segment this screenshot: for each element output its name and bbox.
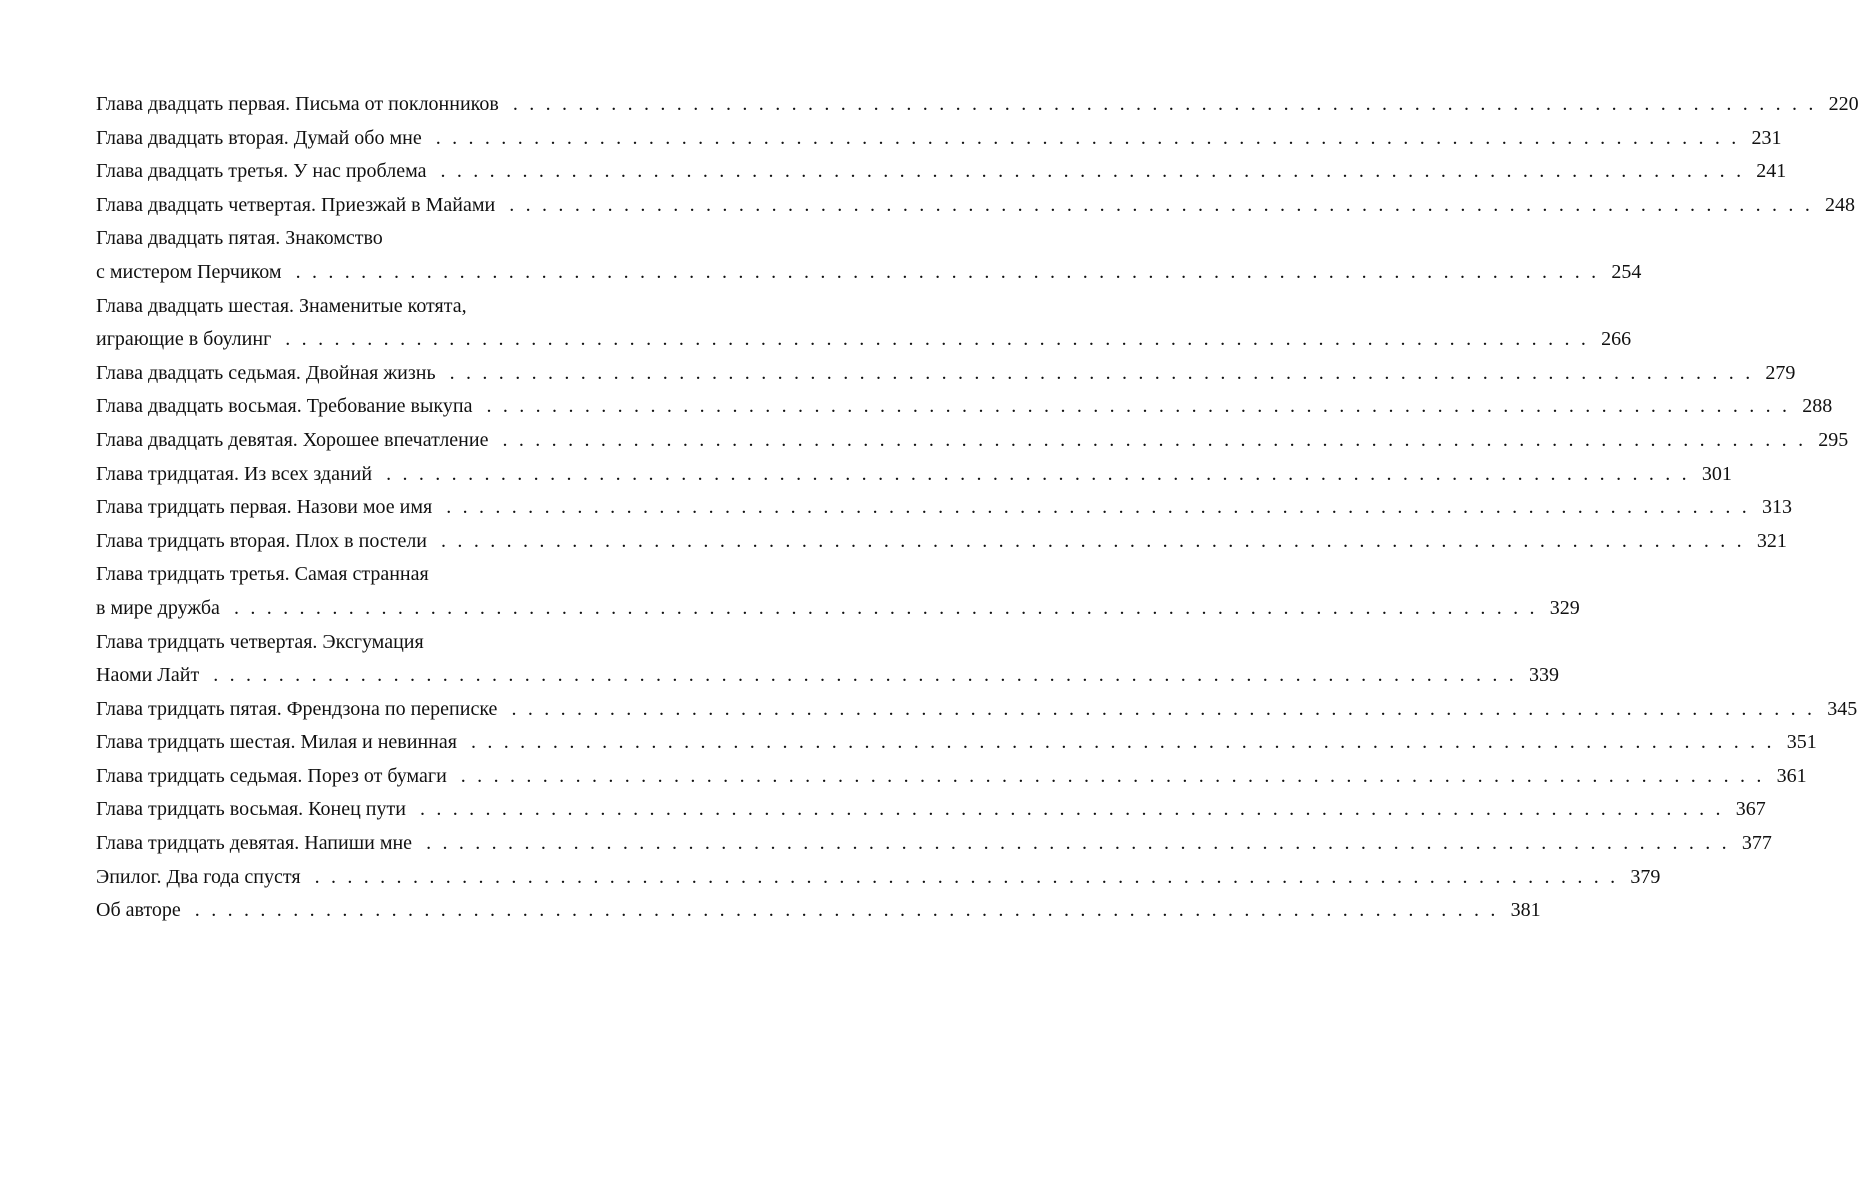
dot-leader: . . . . . . . . . . . . . . . . . . . . . . . . . . . . . . . . . . . . . . . . . . . . . . . . . . . . . . . . . . . . . . . . . . . . . . . . . . . . . . . . [449,361,1754,384]
toc-entry-title: Глава тридцать третья. Самая странная [96,563,429,586]
toc-entry [96,726,1817,760]
toc-entry-title: Глава тридцать четвертая. Эксгумация [96,630,424,653]
toc-page-number: 248 [1825,193,1856,216]
dot-leader: . . . . . . . . . . . . . . . . . . . . . . . . . . . . . . . . . . . . . . . . . . . . . . . . . . . . . . . . . . . . . . . . . . . . . . . . . . . . . . . . [446,496,1750,519]
toc-entry [96,693,1858,727]
toc-entry-title: в мире дружба [96,596,220,619]
dot-leader: . . . . . . . . . . . . . . . . . . . . . . . . . . . . . . . . . . . . . . . . . . . . . . . . . . . . . . . . . . . . . . . . . . . . . . . . . . . . . . . . [470,731,1775,754]
dot-leader: . . . . . . . . . . . . . . . . . . . . . . . . . . . . . . . . . . . . . . . . . . . . . . . . . . . . . . . . . . . . . . . . . . . . . . . . . . . . . . . . [502,428,1807,451]
toc-entry [96,189,1856,223]
toc-page-number: 345 [1827,697,1858,720]
toc-entry-title: Об авторе [96,899,181,922]
toc-page-number: 241 [1756,160,1787,183]
toc-entry-title: играющие в боулинг [96,328,272,351]
toc-page-number: 361 [1776,764,1807,787]
dot-leader: . . . . . . . . . . . . . . . . . . . . . . . . . . . . . . . . . . . . . . . . . . . . . . . . . . . . . . . . . . . . . . . . . . . . . . . . . . . . . . . . [386,462,1690,485]
toc-entry [96,155,1787,189]
toc-page-number: 288 [1802,395,1833,418]
toc-entry-title: Глава двадцать вторая. Думай обо мне [96,126,422,149]
toc-page-number: 367 [1735,798,1766,821]
toc-page-number: 339 [1529,664,1559,687]
toc-entry-title: Глава тридцать восьмая. Конец пути [96,798,406,821]
toc-entry [96,861,1661,895]
toc-page-number: 220 [1828,93,1859,115]
toc-entry-title: с мистером Перчиком [96,260,282,283]
dot-leader: . . . . . . . . . . . . . . . . . . . . . . . . . . . . . . . . . . . . . . . . . . . . . . . . . . . . . . . . . . . . . . . . . . . . . . . . . . . . . . . . [426,832,1730,855]
dot-leader: . . . . . . . . . . . . . . . . . . . . . . . . . . . . . . . . . . . . . . . . . . . . . . . . . . . . . . . . . . . . . . . . . . . . . . . . . . . . . . . . [194,899,1499,922]
dot-leader: . . . . . . . . . . . . . . . . . . . . . . . . . . . . . . . . . . . . . . . . . . . . . . . . . . . . . . . . . . . . . . . . . . . . . . . . . . . . . . . . [512,93,1817,115]
dot-leader: . . . . . . . . . . . . . . . . . . . . . . . . . . . . . . . . . . . . . . . . . . . . . . . . . . . . . . . . . . . . . . . . . . . . . . . . . . . . . . . . [440,160,1745,183]
dot-leader: . . . . . . . . . . . . . . . . . . . . . . . . . . . . . . . . . . . . . . . . . . . . . . . . . . . . . . . . . . . . . . . . . . . . . . . . . . . . . . . . [511,697,1816,720]
toc-entry [96,424,1849,458]
toc-entry [96,491,1792,525]
dot-leader: . . . . . . . . . . . . . . . . . . . . . . . . . . . . . . . . . . . . . . . . . . . . . . . . . . . . . . . . . . . . . . . . . . . . . . . . . . . . . . . . [314,865,1619,888]
toc-entry-title: Глава тридцать девятая. Напиши мне [96,832,413,855]
toc-entry-line [96,626,644,660]
toc-page-number: 231 [1751,126,1782,149]
table-of-contents [96,88,1859,928]
toc-page-number: 329 [1549,596,1580,619]
toc-entry-line [96,290,644,324]
toc-page-number: 377 [1741,832,1772,855]
dot-leader: . . . . . . . . . . . . . . . . . . . . . . . . . . . . . . . . . . . . . . . . . . . . . . . . . . . . . . . . . . . . . . . . . . . . . . . . . . . . . . . . [460,764,1765,787]
toc-entry-title: Глава двадцать пятая. Знакомство [96,227,383,250]
dot-leader: . . . . . . . . . . . . . . . . . . . . . . . . . . . . . . . . . . . . . . . . . . . . . . . . . . . . . . . . . . . . . . . . . . . . . . . . . . . . . . . . [509,193,1814,216]
toc-page-number: 351 [1786,731,1817,754]
toc-entry-title: Глава тридцать седьмая. Порез от бумаги [96,764,447,787]
toc-entry [96,256,1642,290]
toc-entry-title: Глава двадцать девятая. Хорошее впечатление [96,428,489,451]
dot-leader: . . . . . . . . . . . . . . . . . . . . . . . . . . . . . . . . . . . . . . . . . . . . . . . . . . . . . . . . . . . . . . . . . . . . . . . . . . . . . . . . [285,328,1590,351]
toc-entry-title: Глава двадцать седьмая. Двойная жизнь [96,361,436,384]
toc-page-number: 266 [1601,328,1632,351]
dot-leader: . . . . . . . . . . . . . . . . . . . . . . . . . . . . . . . . . . . . . . . . . . . . . . . . . . . . . . . . . . . . . . . . . . . . . . . . . . . . . . . . [435,126,1740,149]
dot-leader: . . . . . . . . . . . . . . . . . . . . . . . . . . . . . . . . . . . . . . . . . . . . . . . . . . . . . . . . . . . . . . . . . . . . . . . . . . . . . . . . [233,596,1538,619]
toc-entry [96,659,1559,693]
toc-entry [96,827,1772,861]
toc-entry [96,894,1541,928]
toc-page-number: 254 [1611,260,1642,283]
dot-leader: . . . . . . . . . . . . . . . . . . . . . . . . . . . . . . . . . . . . . . . . . . . . . . . . . . . . . . . . . . . . . . . . . . . . . . . . . . . . . . . . [295,260,1600,283]
toc-entry [96,390,1833,424]
dot-leader: . . . . . . . . . . . . . . . . . . . . . . . . . . . . . . . . . . . . . . . . . . . . . . . . . . . . . . . . . . . . . . . . . . . . . . . . . . . . . . . . [419,798,1724,821]
toc-entry-title: Глава тридцать вторая. Плох в постели [96,529,428,552]
toc-entry-title: Эпилог. Два года спустя [96,865,301,888]
toc-page-number: 313 [1762,496,1792,519]
toc-page-number: 381 [1510,899,1541,922]
toc-page-number: 295 [1818,428,1849,451]
toc-entry [96,793,1766,827]
toc-page-number: 321 [1756,529,1787,552]
dot-leader: . . . . . . . . . . . . . . . . . . . . . . . . . . . . . . . . . . . . . . . . . . . . . . . . . . . . . . . . . . . . . . . . . . . . . . . . . . . . . . . . [441,529,1745,552]
toc-entry [96,357,1796,391]
toc-entry-title: Наоми Лайт [96,664,200,687]
toc-page-number: 279 [1765,361,1796,384]
toc-entry-title: Глава тридцать первая. Назови мое имя [96,496,433,519]
dot-leader: . . . . . . . . . . . . . . . . . . . . . . . . . . . . . . . . . . . . . . . . . . . . . . . . . . . . . . . . . . . . . . . . . . . . . . . . . . . . . . . . [486,395,1791,418]
toc-entry [96,122,1782,156]
toc-entry-title: Глава тридцать пятая. Френдзона по переписке [96,697,498,720]
toc-entry [96,323,1632,357]
toc-entry-title: Глава двадцать шестая. Знаменитые котята, [96,294,467,317]
toc-entry-title: Глава двадцать третья. У нас проблема [96,160,427,183]
toc-entry-line [96,558,644,592]
toc-page-number: 301 [1701,462,1732,485]
toc-entry-title: Глава тридцатая. Из всех зданий [96,462,373,485]
toc-entry-title: Глава тридцать шестая. Милая и невинная [96,731,457,754]
toc-page-number: 379 [1630,865,1661,888]
toc-entry-title: Глава двадцать четвертая. Приезжай в Майами [96,193,496,216]
toc-entry [96,458,1732,492]
toc-entry [96,592,1580,626]
toc-entry-line [96,222,644,256]
toc-entry-title: Глава двадцать первая. Письма от поклонников [96,93,499,115]
toc-entry [96,88,1859,122]
toc-entry-title: Глава двадцать восьмая. Требование выкупа [96,395,473,418]
toc-entry [96,525,1787,559]
dot-leader: . . . . . . . . . . . . . . . . . . . . . . . . . . . . . . . . . . . . . . . . . . . . . . . . . . . . . . . . . . . . . . . . . . . . . . . . . . . . . . . . [213,664,1517,687]
toc-entry [96,760,1807,794]
